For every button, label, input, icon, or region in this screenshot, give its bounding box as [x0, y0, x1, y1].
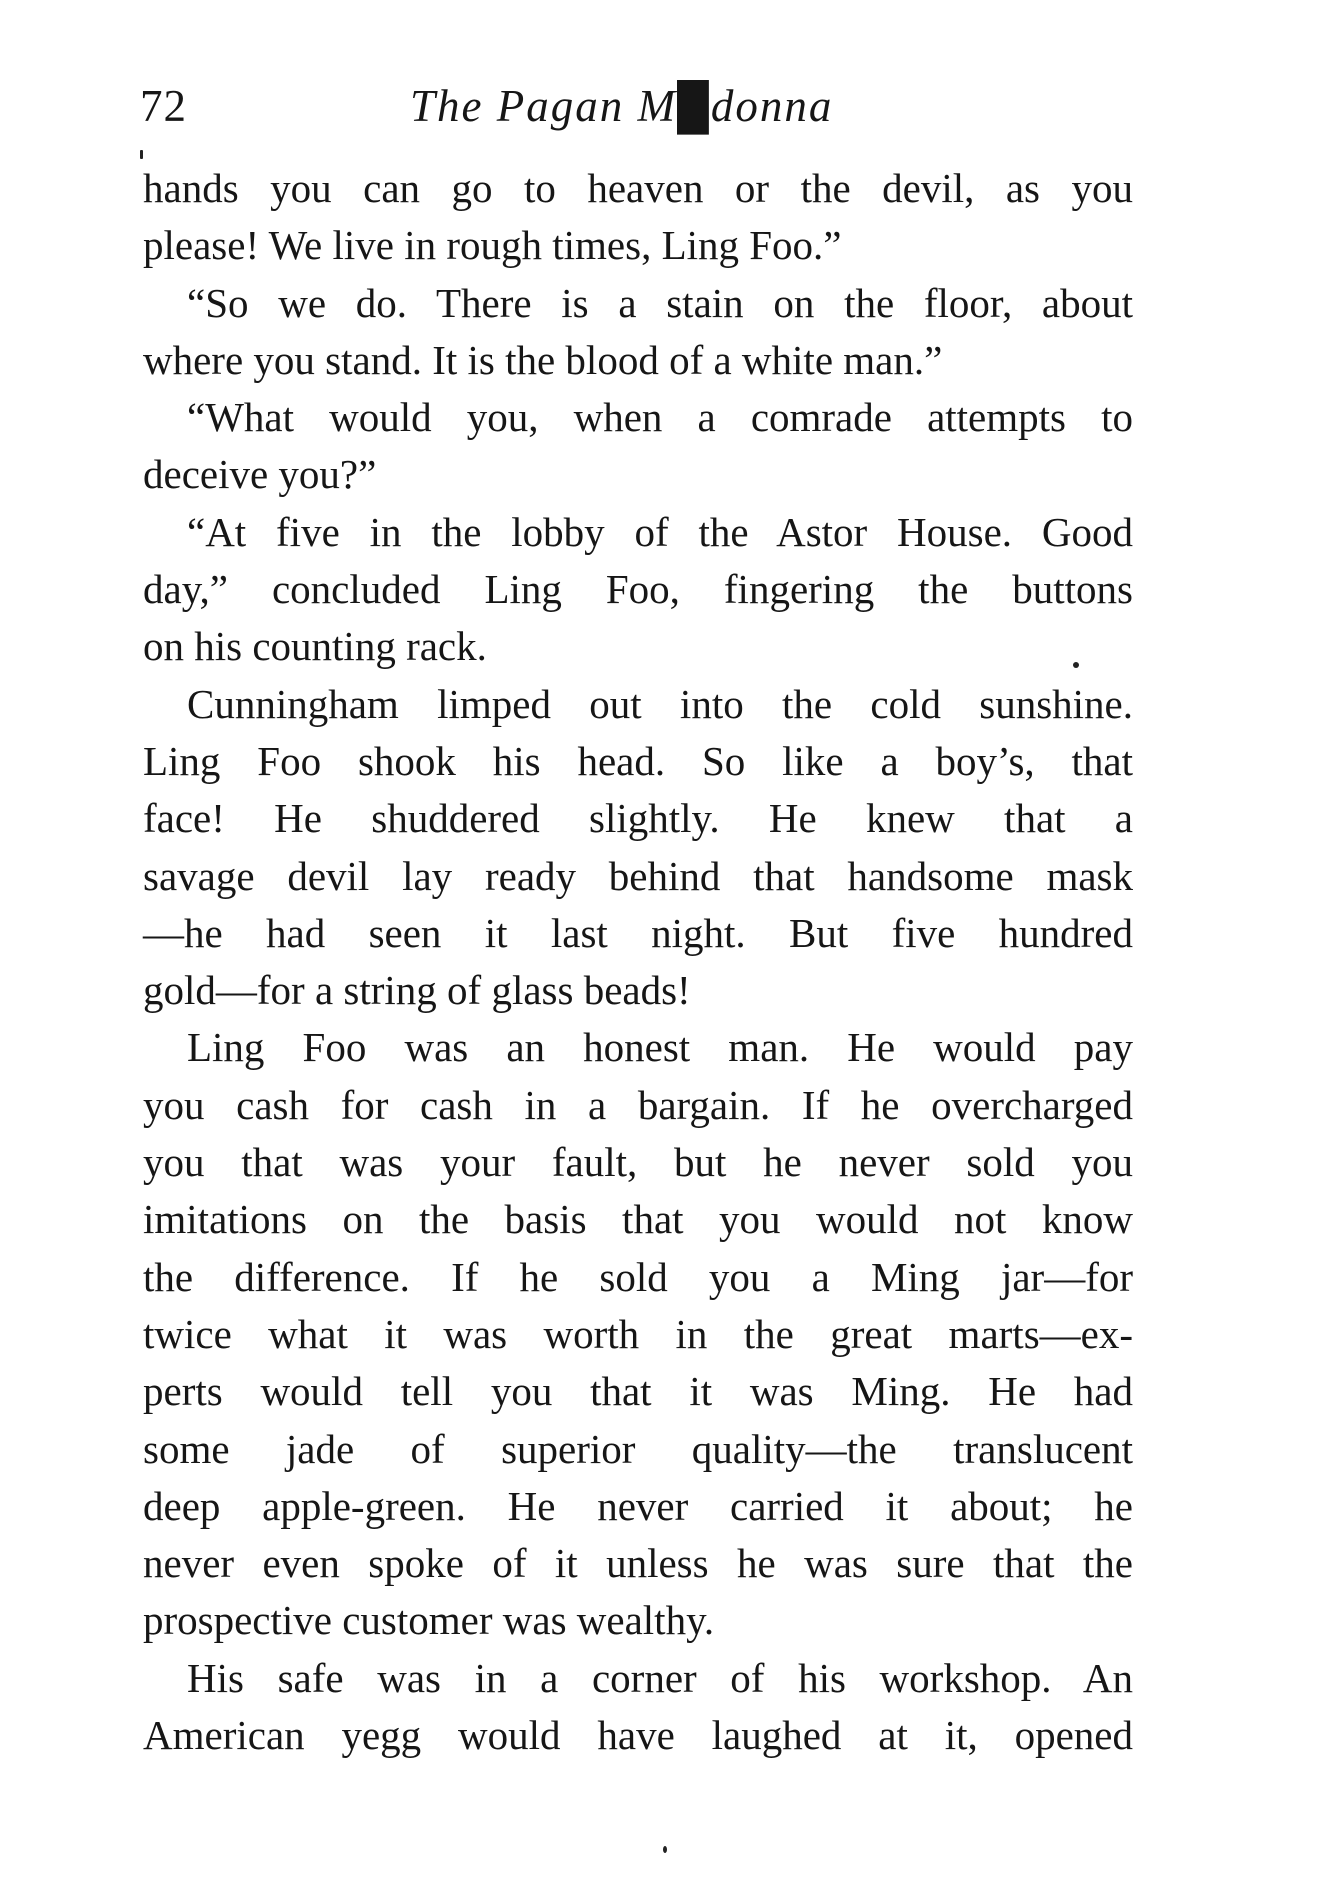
- print-speck: [1073, 662, 1079, 668]
- text-line: deep apple-green. He never carried it about; he: [143, 1482, 1133, 1529]
- text-line: Ling Foo was an honest man. He would pay: [187, 1024, 1133, 1071]
- text-line: “So we do. There is a stain on the floor, about: [187, 279, 1133, 326]
- text-line: where you stand. It is the blood of a white man.”: [143, 336, 943, 383]
- page-header: [140, 80, 1135, 140]
- body-text: [143, 160, 1133, 1764]
- text-line: imitations on the basis that you would not know: [143, 1196, 1133, 1243]
- text-line: His safe was in a corner of his workshop. An: [187, 1654, 1133, 1701]
- text-line: twice what it was worth in the great marts—ex-: [143, 1310, 1133, 1357]
- text-line: never even spoke of it unless he was sure that the: [143, 1540, 1133, 1587]
- text-line: on his counting rack.: [143, 623, 487, 670]
- text-line: “What would you, when a comrade attempts to: [187, 394, 1133, 441]
- text-line: you that was your fault, but he never sold you: [143, 1139, 1133, 1186]
- text-line: gold—for a string of glass beads!: [143, 967, 691, 1014]
- text-line: American yegg would have laughed at it, opened: [143, 1712, 1133, 1759]
- text-line: some jade of superior quality—the translucent: [143, 1425, 1133, 1472]
- text-line: deceive you?”: [143, 451, 377, 498]
- text-line: prospective customer was wealthy.: [143, 1597, 715, 1644]
- text-line: —he had seen it last night. But five hundred: [143, 909, 1133, 956]
- print-speck: [663, 1846, 667, 1853]
- text-line: “At five in the lobby of the Astor House. Good: [187, 508, 1133, 555]
- text-line: you cash for cash in a bargain. If he overcharged: [143, 1081, 1133, 1128]
- text-line: perts would tell you that it was Ming. He had: [143, 1368, 1133, 1415]
- text-line: day,” concluded Ling Foo, fingering the buttons: [143, 566, 1133, 613]
- text-line: Ling Foo shook his head. So like a boy’s, that: [143, 737, 1133, 784]
- text-line: hands you can go to heaven or the devil, as you: [143, 165, 1133, 211]
- text-line: the difference. If he sold you a Ming jar—for: [143, 1253, 1133, 1300]
- print-speck: [140, 150, 143, 159]
- text-line: face! He shuddered slightly. He knew that a: [143, 795, 1133, 842]
- text-line: savage devil lay ready behind that handsome mask: [143, 852, 1133, 899]
- text-line: please! We live in rough times, Ling Foo.”: [143, 222, 842, 269]
- page-number: 72: [140, 81, 187, 131]
- running-title: The Pagan M█donna: [410, 81, 834, 131]
- text-line: Cunningham limped out into the cold sunshine.: [187, 680, 1133, 727]
